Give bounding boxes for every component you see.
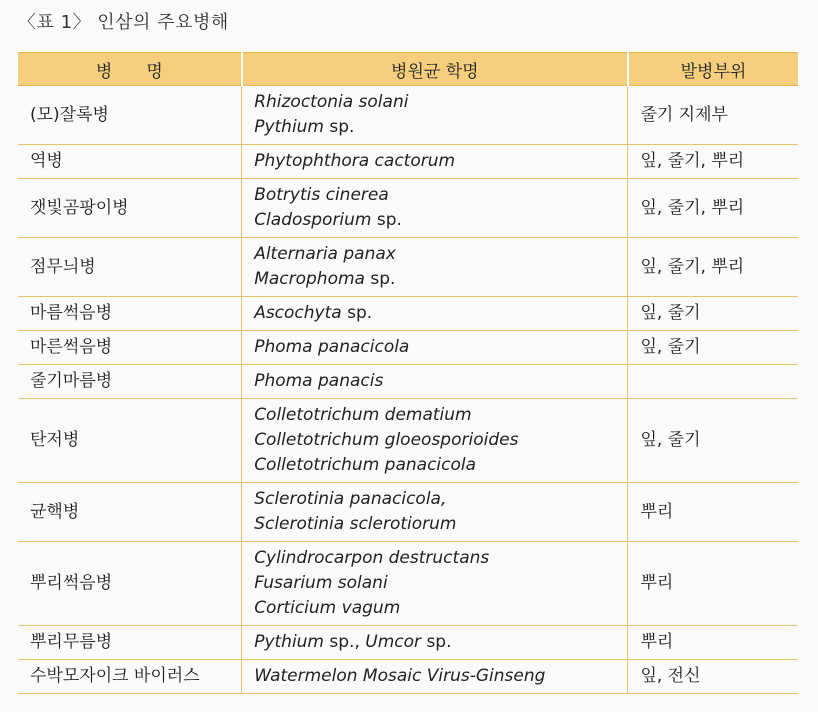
- pathogen-name: Phoma panacis: [254, 371, 384, 391]
- table-row: [18, 626, 798, 660]
- pathogen-name: Pythium sp.: [254, 117, 355, 137]
- affected-site-cell: 잎, 전신: [628, 660, 798, 694]
- affected-site-cell: 뿌리: [628, 542, 798, 626]
- pathogen-cell: [242, 297, 628, 331]
- table-row: [18, 331, 798, 365]
- table-row: [18, 179, 798, 238]
- affected-site-cell: [628, 365, 798, 399]
- table-row: [18, 399, 798, 483]
- disease-name-cell: (모)잘록병: [18, 86, 242, 145]
- affected-site-cell: 잎, 줄기, 뿌리: [628, 238, 798, 297]
- pathogen-name: Cladosporium sp.: [254, 210, 402, 230]
- pathogen-cell: [242, 542, 628, 626]
- header-pathogen: 병원균 학명: [242, 53, 628, 86]
- disease-name-cell: 탄저병: [18, 399, 242, 483]
- pathogen-cell: [242, 483, 628, 542]
- pathogen-cell: [242, 399, 628, 483]
- disease-name-cell: 균핵병: [18, 483, 242, 542]
- affected-site-cell: 잎, 줄기: [628, 331, 798, 365]
- pathogen-cell: [242, 86, 628, 145]
- affected-site-cell: 잎, 줄기: [628, 399, 798, 483]
- pathogen-name: Phytophthora cactorum: [254, 151, 456, 171]
- disease-name-cell: 잿빛곰팡이병: [18, 179, 242, 238]
- disease-name-cell: 점무늬병: [18, 238, 242, 297]
- table-row: [18, 542, 798, 626]
- affected-site-cell: 줄기 지제부: [628, 86, 798, 145]
- affected-site-cell: 뿌리: [628, 483, 798, 542]
- table-row: [18, 483, 798, 542]
- pathogen-name: Fusarium solani: [254, 573, 388, 593]
- disease-table: [18, 52, 798, 694]
- pathogen-name: Alternaria panax: [254, 244, 396, 264]
- table-row: [18, 86, 798, 145]
- pathogen-cell: [242, 626, 628, 660]
- disease-name-cell: 줄기마름병: [18, 365, 242, 399]
- pathogen-name: Colletotrichum panacicola: [254, 455, 477, 475]
- pathogen-cell: [242, 179, 628, 238]
- table-body: [18, 86, 798, 694]
- pathogen-cell: [242, 238, 628, 297]
- pathogen-cell: [242, 365, 628, 399]
- pathogen-name: Macrophoma sp.: [254, 269, 396, 289]
- affected-site-cell: 뿌리: [628, 626, 798, 660]
- table-row: [18, 145, 798, 179]
- table-header-row: [18, 53, 798, 86]
- pathogen-name: Corticium vagum: [254, 598, 401, 618]
- disease-name-cell: 역병: [18, 145, 242, 179]
- pathogen-name: Ascochyta sp.: [254, 303, 373, 323]
- pathogen-name: Colletotrichum dematium: [254, 405, 472, 425]
- pathogen-name: Watermelon Mosaic Virus-Ginseng: [254, 666, 546, 686]
- disease-name-cell: 뿌리무름병: [18, 626, 242, 660]
- pathogen-name: Phoma panacicola: [254, 337, 410, 357]
- pathogen-cell: [242, 331, 628, 365]
- header-disease-name: 병 명: [18, 53, 242, 86]
- disease-name-cell: 마른썩음병: [18, 331, 242, 365]
- table-row: [18, 660, 798, 694]
- pathogen-name: Cylindrocarpon destructans: [254, 548, 490, 568]
- header-site: 발병부위: [628, 53, 798, 86]
- table-row: [18, 365, 798, 399]
- pathogen-cell: [242, 660, 628, 694]
- pathogen-name: Colletotrichum gloeosporioides: [254, 430, 519, 450]
- disease-name-cell: 수박모자이크 바이러스: [18, 660, 242, 694]
- affected-site-cell: 잎, 줄기, 뿌리: [628, 179, 798, 238]
- table-row: [18, 238, 798, 297]
- disease-name-cell: 뿌리썩음병: [18, 542, 242, 626]
- pathogen-name: Sclerotinia panacicola,: [254, 489, 447, 509]
- pathogen-name: Botrytis cinerea: [254, 185, 389, 205]
- affected-site-cell: 잎, 줄기: [628, 297, 798, 331]
- table-caption: 〈표 1〉 인삼의 주요병해: [18, 12, 229, 33]
- affected-site-cell: 잎, 줄기, 뿌리: [628, 145, 798, 179]
- pathogen-name: Sclerotinia sclerotiorum: [254, 514, 457, 534]
- pathogen-name: Rhizoctonia solani: [254, 92, 409, 112]
- table-row: [18, 297, 798, 331]
- disease-name-cell: 마름썩음병: [18, 297, 242, 331]
- pathogen-cell: [242, 145, 628, 179]
- pathogen-name: Pythium sp., Umcor sp.: [254, 632, 452, 652]
